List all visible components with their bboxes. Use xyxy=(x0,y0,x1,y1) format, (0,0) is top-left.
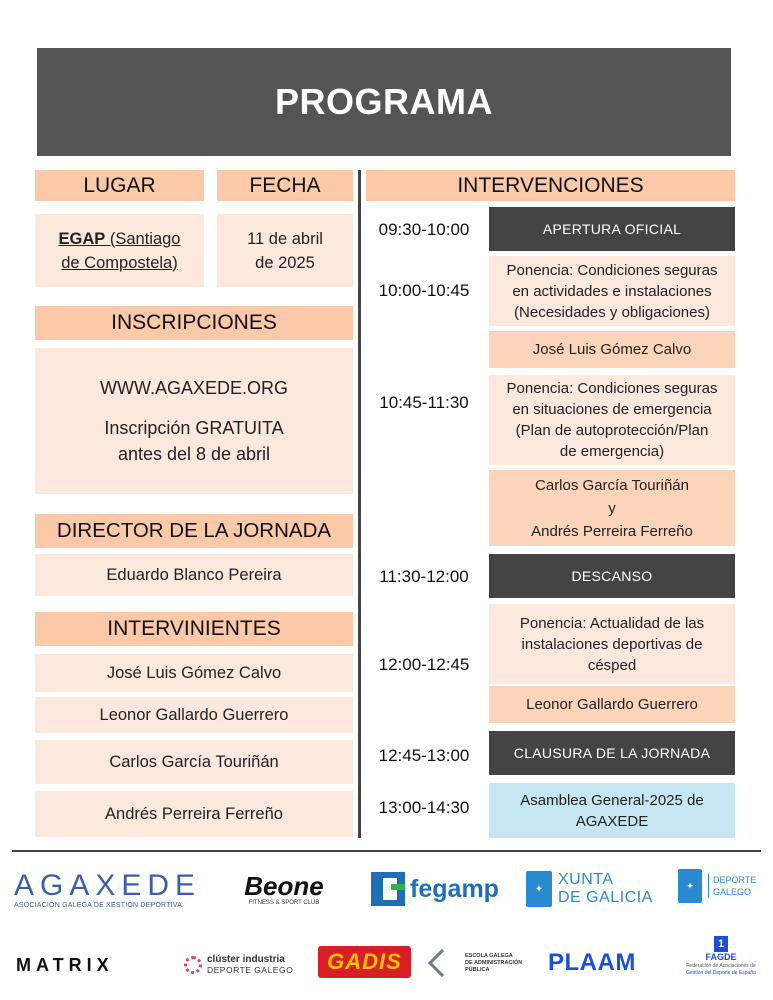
interviniente-item: Leonor Gallardo Guerrero xyxy=(35,697,353,733)
apertura-event: APERTURA OFICIAL xyxy=(489,207,735,251)
egap-logo: ESCOLA GALEGA DE ADMINISTRACIÓN PÚBLICA xyxy=(432,948,532,978)
ponencia-2: Ponencia: Condiciones seguras en situaciones de emergencia (Plan de autoprotección/Plan de emergencia) xyxy=(489,375,735,465)
page-title: PROGRAMA xyxy=(37,48,731,156)
time-slot: 11:30-12:00 xyxy=(379,567,469,586)
ponencia-1: Ponencia: Condiciones seguras en actividades e instalaciones (Necesidades y obligaciones) xyxy=(489,256,735,326)
matrix-logo: MATRIX xyxy=(16,955,114,975)
inscripcion-line2: antes del 8 de abril xyxy=(117,444,271,464)
ponente-3: Leonor Gallardo Guerrero xyxy=(489,686,735,723)
xunta-logo: ✦ XUNTA DE GALICIA xyxy=(526,868,656,910)
fecha-header: FECHA xyxy=(217,170,353,201)
time-slot: 12:45-13:00 xyxy=(378,746,470,765)
lugar-header: LUGAR xyxy=(35,170,204,201)
lugar-line2[interactable]: de Compostela) xyxy=(61,253,178,272)
time-slot: 13:00-14:30 xyxy=(378,798,470,817)
lugar-box xyxy=(35,214,204,287)
ponente-2: Carlos García Touriñán y Andrés Perreira Ferreño xyxy=(489,470,735,546)
time-slot: 09:30-10:00 xyxy=(378,220,470,239)
vertical-divider xyxy=(358,170,361,838)
ponente-1: José Luis Gómez Calvo xyxy=(489,331,735,368)
interviniente-item: José Luis Gómez Calvo xyxy=(35,654,353,692)
ponencia-3: Ponencia: Actualidad de las instalaciones deportivas de césped xyxy=(489,604,735,684)
director-name: Eduardo Blanco Pereira xyxy=(35,554,353,596)
time-slot: 10:45-11:30 xyxy=(379,393,469,412)
time-slot: 10:00-10:45 xyxy=(378,281,470,300)
clausura-event: CLAUSURA DE LA JORNADA xyxy=(489,731,735,775)
deporte-galego-logo: ✦ DEPORTE GALEGO xyxy=(678,866,764,906)
inscripciones-box xyxy=(35,348,353,494)
egap-link[interactable]: EGAP (Santiago xyxy=(58,229,181,248)
cluster-logo: clúster industria DEPORTE GALEGO xyxy=(184,950,302,980)
asamblea-event: Asamblea General-2025 de AGAXEDE xyxy=(489,783,735,838)
plaam-logo: PLAAM xyxy=(548,949,636,976)
website-link[interactable]: WWW.AGAXEDE.ORG xyxy=(99,378,288,398)
time-slot: 12:00-12:45 xyxy=(378,655,470,674)
fegamp-logo: fegamp xyxy=(370,870,500,908)
interviniente-item: Andrés Perreira Ferreño xyxy=(35,791,353,837)
inscripcion-line1: Inscripción GRATUITA xyxy=(104,418,284,438)
intervinientes-header: INTERVINIENTES xyxy=(35,612,353,646)
interviniente-item: Carlos García Touriñán xyxy=(35,740,353,784)
gadis-logo: GADIS xyxy=(318,946,411,978)
descanso-event: DESCANSO xyxy=(489,554,735,598)
fecha-box: 11 de abril de 2025 xyxy=(217,214,353,287)
director-header: DIRECTOR DE LA JORNADA xyxy=(35,514,353,548)
agaxede-logo: AGAXEDE ASOCIACIÓN GALEGA DE XESTIÓN DEPORTIVA xyxy=(14,869,202,909)
horizontal-divider xyxy=(12,850,761,852)
fagde-logo: 1 FAGDE Federación de Asociaciones de Gestión del Deporte de España xyxy=(686,938,756,976)
inscripciones-header: INSCRIPCIONES xyxy=(35,306,353,340)
intervenciones-header: INTERVENCIONES xyxy=(366,170,735,201)
beone-logo: Beone FITNESS & SPORT CLUB xyxy=(244,871,324,906)
